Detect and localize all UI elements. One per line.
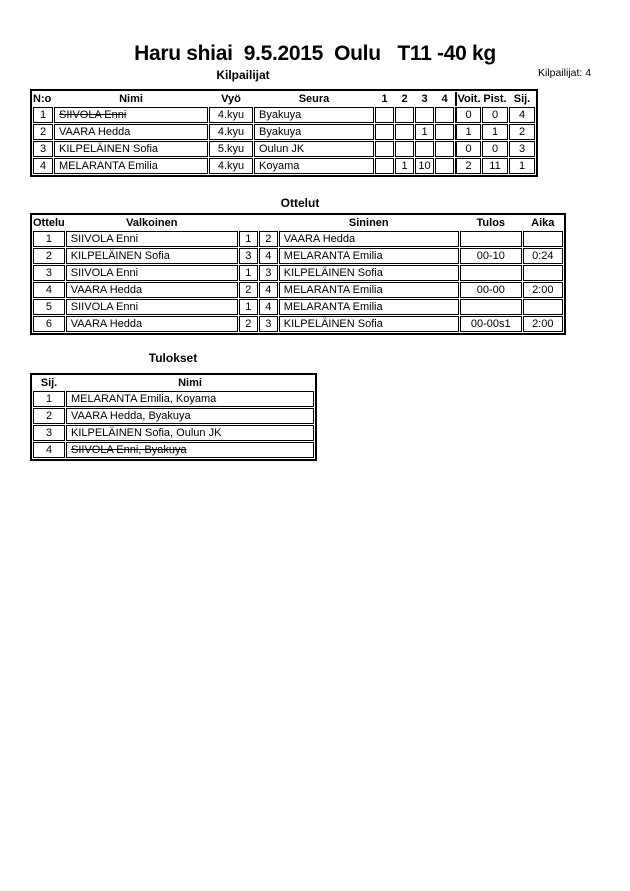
cell-blue-no: 4 (259, 299, 278, 315)
cell-no: 4 (33, 158, 53, 174)
cell-match-no: 3 (33, 265, 65, 281)
header-round-1: 1 (381, 92, 388, 105)
table-row (33, 316, 563, 332)
cell-white-no: 1 (239, 299, 258, 315)
cell-aika: 2:00 (523, 282, 563, 298)
table-row (33, 141, 535, 157)
header-round-3: 3 (421, 92, 428, 105)
cell-tulos (460, 231, 522, 247)
cell-tulos: 00-00 (460, 282, 522, 298)
cell-seura: Oulun JK (254, 141, 374, 157)
cell-tulos: 00-10 (460, 248, 522, 264)
cell-voit: 2 (455, 158, 481, 174)
cell-aika: 0:24 (523, 248, 563, 264)
cell-pist: 0 (482, 107, 508, 123)
cell-sij: 4 (33, 442, 65, 458)
page-title: Haru shiai 9.5.2015 Oulu T11 -40 kg (134, 42, 496, 65)
cell-round-4 (435, 124, 454, 140)
cell-aika (523, 299, 563, 315)
cell-tulos (460, 299, 522, 315)
cell-blue-no: 2 (259, 231, 278, 247)
cell-sij: 2 (509, 124, 535, 140)
cell-round-4 (435, 107, 454, 123)
table-row (33, 107, 535, 123)
cell-round-4 (435, 141, 454, 157)
section-heading-tulokset: Tulokset (148, 351, 198, 365)
section-heading-ottelut: Ottelut (280, 196, 320, 210)
table-row (33, 299, 563, 315)
cell-round-3 (415, 141, 434, 157)
cell-round-1 (375, 124, 394, 140)
cell-nimi: MELARANTA Emilia, Koyama (66, 391, 314, 407)
cell-sij: 3 (33, 425, 65, 441)
cell-vyo: 4.kyu (209, 107, 253, 123)
cell-match-no: 6 (33, 316, 65, 332)
cell-round-4 (435, 158, 454, 174)
cell-round-3: 10 (415, 158, 434, 174)
cell-seura: Byakuya (254, 107, 374, 123)
cell-white-name: KILPELÄINEN Sofia (66, 248, 238, 264)
cell-blue-name: MELARANTA Emilia (279, 248, 459, 264)
header-pist: Pist. (483, 92, 507, 105)
cell-seura: Koyama (254, 158, 374, 174)
table-header-row (33, 92, 535, 106)
cell-aika (523, 231, 563, 247)
cell-round-1 (375, 158, 394, 174)
header-blue-number (259, 216, 278, 230)
cell-round-3 (415, 107, 434, 123)
header-white-number (239, 216, 258, 230)
cell-no: 2 (33, 124, 53, 140)
cell-voit: 0 (455, 141, 481, 157)
cell-nimi: VAARA Hedda, Byakuya (66, 408, 314, 424)
cell-blue-name: MELARANTA Emilia (279, 299, 459, 315)
cell-nimi: MELARANTA Emilia (54, 158, 208, 174)
table-row (33, 282, 563, 298)
cell-vyo: 5.kyu (209, 141, 253, 157)
cell-vyo: 4.kyu (209, 124, 253, 140)
header-aika: Aika (531, 216, 555, 229)
cell-blue-name: KILPELÄINEN Sofia (279, 265, 459, 281)
cell-match-no: 2 (33, 248, 65, 264)
results-table (30, 373, 317, 461)
cell-blue-no: 4 (259, 282, 278, 298)
header-vyo: Vyö (221, 92, 241, 105)
cell-aika: 2:00 (523, 316, 563, 332)
header-nimi: Nimi (178, 376, 202, 389)
cell-white-no: 2 (239, 316, 258, 332)
cell-white-name: SIIVOLA Enni (66, 265, 238, 281)
cell-white-name: VAARA Hedda (66, 316, 238, 332)
cell-white-name: SIIVOLA Enni (66, 231, 238, 247)
header-tulos: Tulos (476, 216, 506, 229)
table-row (33, 248, 563, 264)
cell-no: 3 (33, 141, 53, 157)
cell-white-no: 3 (239, 248, 258, 264)
cell-pist: 1 (482, 124, 508, 140)
table-row (33, 158, 535, 174)
cell-tulos (460, 265, 522, 281)
header-round-2: 2 (401, 92, 408, 105)
cell-voit: 1 (455, 124, 481, 140)
header-round-4: 4 (441, 92, 448, 105)
matches-table (30, 213, 566, 335)
table-header-row (33, 376, 314, 390)
cell-white-no: 1 (239, 265, 258, 281)
cell-white-name: SIIVOLA Enni (66, 299, 238, 315)
cell-sij: 2 (33, 408, 65, 424)
cell-nimi: KILPELÄINEN Sofia (54, 141, 208, 157)
header-voit: Voit. (455, 92, 481, 106)
cell-blue-name: MELARANTA Emilia (279, 282, 459, 298)
cell-blue-no: 3 (259, 316, 278, 332)
cell-pist: 11 (482, 158, 508, 174)
cell-nimi: SIIVOLA Enni (54, 107, 208, 123)
cell-round-2: 1 (395, 158, 414, 174)
cell-nimi: SIIVOLA Enni, Byakuya (66, 442, 314, 458)
cell-white-no: 2 (239, 282, 258, 298)
header-sij: Sij. (40, 376, 58, 389)
header-sininen: Sininen (348, 216, 389, 229)
table-row (33, 442, 314, 458)
cell-sij: 4 (509, 107, 535, 123)
cell-blue-no: 4 (259, 248, 278, 264)
table-row (33, 265, 563, 281)
cell-voit: 0 (455, 107, 481, 123)
table-row (33, 124, 535, 140)
section-heading-kilpailijat: Kilpailijat (216, 68, 270, 82)
header-valkoinen: Valkoinen (126, 216, 178, 229)
table-header-row (33, 216, 563, 230)
competitors-count: Kilpailijat: 4 (538, 67, 592, 79)
cell-sij: 1 (509, 158, 535, 174)
cell-tulos: 00-00s1 (460, 316, 522, 332)
cell-nimi: VAARA Hedda (54, 124, 208, 140)
cell-blue-no: 3 (259, 265, 278, 281)
cell-aika (523, 265, 563, 281)
table-row (33, 408, 314, 424)
cell-match-no: 4 (33, 282, 65, 298)
cell-white-name: VAARA Hedda (66, 282, 238, 298)
cell-nimi: KILPELÄINEN Sofia, Oulun JK (66, 425, 314, 441)
cell-blue-name: KILPELÄINEN Sofia (279, 316, 459, 332)
header-ottelu: Ottelu (33, 216, 65, 229)
cell-round-3: 1 (415, 124, 434, 140)
header-sij: Sij. (513, 92, 531, 105)
cell-match-no: 5 (33, 299, 65, 315)
cell-pist: 0 (482, 141, 508, 157)
cell-sij: 3 (509, 141, 535, 157)
competitors-table (30, 89, 538, 177)
cell-round-2 (395, 141, 414, 157)
cell-seura: Byakuya (254, 124, 374, 140)
cell-sij: 1 (33, 391, 65, 407)
cell-white-no: 1 (239, 231, 258, 247)
header-seura: Seura (298, 92, 330, 105)
cell-vyo: 4.kyu (209, 158, 253, 174)
cell-round-1 (375, 107, 394, 123)
cell-round-2 (395, 107, 414, 123)
cell-no: 1 (33, 107, 53, 123)
table-row (33, 231, 563, 247)
header-no: N:o (33, 92, 52, 105)
cell-round-2 (395, 124, 414, 140)
cell-match-no: 1 (33, 231, 65, 247)
header-nimi: Nimi (119, 92, 143, 105)
table-row (33, 425, 314, 441)
cell-blue-name: VAARA Hedda (279, 231, 459, 247)
table-row (33, 391, 314, 407)
cell-round-1 (375, 141, 394, 157)
